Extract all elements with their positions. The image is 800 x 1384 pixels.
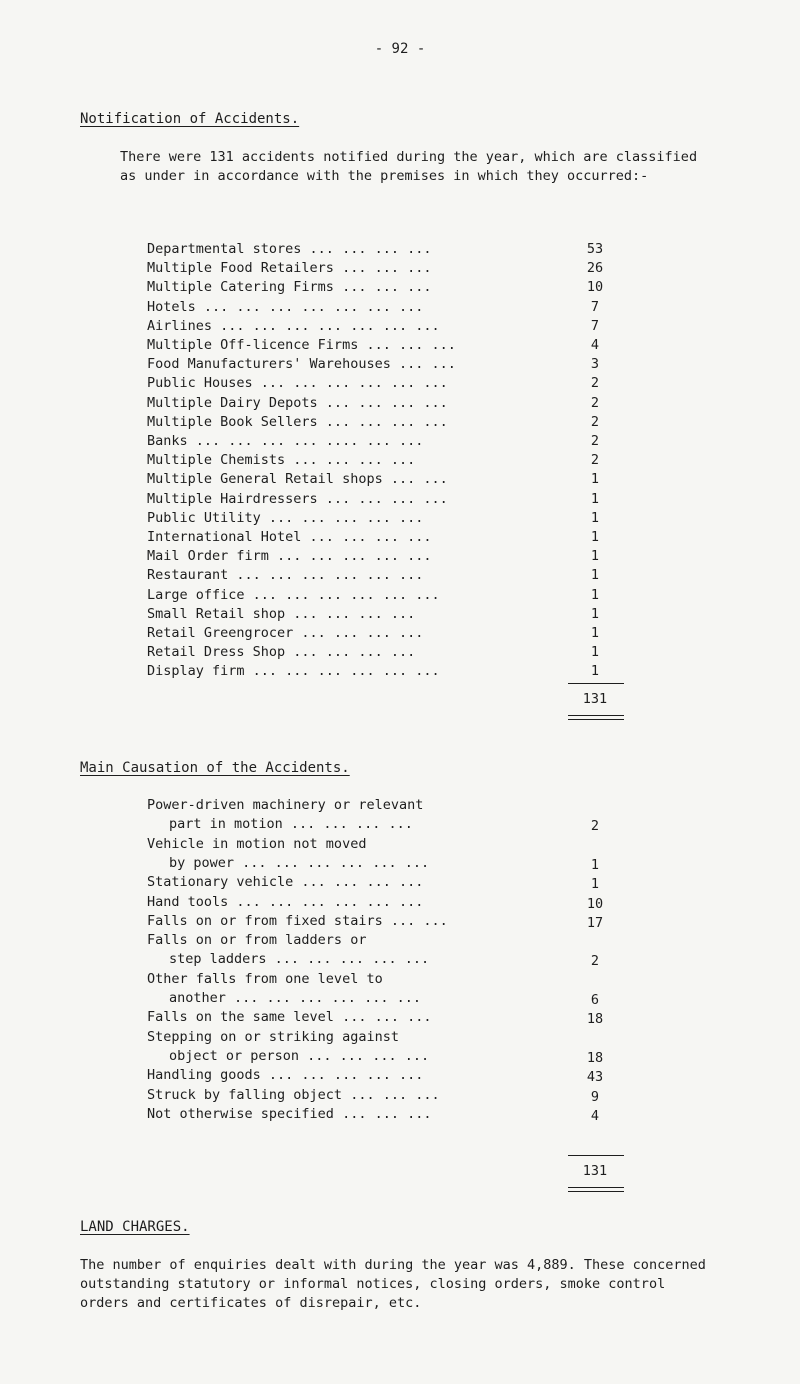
premises-row — [147, 240, 604, 259]
premises-row — [147, 605, 600, 624]
causation-count: 1 — [590, 876, 600, 893]
premises-label: Multiple Dairy Depots ... ... ... ... — [147, 394, 448, 411]
premises-count: 1 — [590, 567, 600, 584]
causation-label: Stationary vehicle ... ... ... ... — [147, 874, 424, 891]
premises-label: Banks ... ... ... ... .... ... ... — [147, 433, 424, 449]
premises-total: 131 — [582, 691, 608, 707]
causation-row — [147, 970, 600, 1009]
premises-label: Public Utility ... ... ... ... ... — [147, 509, 424, 526]
land-charges-text: The number of enquiries dealt with during the year was 4,889. These concerned outstanding statutory or informal notices, closing orders, smoke control orders and certificates of disrepair, etc. — [80, 1257, 706, 1311]
premises-count: 4 — [590, 337, 600, 353]
premises-count: 2 — [590, 413, 600, 430]
causation-count: 17 — [586, 914, 604, 931]
premises-label: Multiple Catering Firms ... ... ... — [147, 279, 432, 296]
premises-count: 2 — [590, 375, 600, 392]
causation-count: 9 — [590, 1088, 600, 1105]
premises-total-rule — [568, 683, 624, 684]
premises-row — [147, 432, 600, 451]
causation-label: Stepping on or striking against — [147, 1028, 399, 1045]
premises-label: Multiple Book Sellers ... ... ... ... — [147, 413, 448, 430]
causation-label: Struck by falling object ... ... ... — [147, 1086, 440, 1103]
premises-label: Airlines ... ... ... ... ... ... ... — [147, 317, 440, 334]
premises-label: Multiple Hairdressers ... ... ... ... — [147, 490, 448, 507]
premises-row — [147, 317, 600, 336]
causation-count: 10 — [586, 895, 604, 912]
causation-row — [147, 873, 600, 893]
causation-label: Handling goods ... ... ... ... ... — [147, 1067, 424, 1084]
causation-count: 18 — [586, 1049, 604, 1066]
causation-count: 43 — [586, 1069, 604, 1086]
premises-row — [147, 355, 600, 374]
premises-count: 2 — [590, 433, 600, 449]
premises-count: 1 — [590, 605, 600, 622]
premises-count: 1 — [590, 644, 600, 661]
causation-row — [147, 1105, 600, 1124]
premises-row — [147, 451, 600, 470]
causation-label: Falls on the same level ... ... ... — [147, 1009, 432, 1026]
premises-row — [147, 547, 600, 566]
causation-row — [147, 835, 600, 874]
causation-row — [147, 912, 604, 931]
premises-count: 2 — [590, 452, 600, 469]
causation-heading: Main Causation of the Accidents. — [80, 760, 350, 776]
premises-label: Retail Dress Shop ... ... ... ... — [147, 644, 416, 661]
notification-intro: There were 131 accidents notified during the year, which are classified as under in accordance with the premises in which they occurred:- — [120, 149, 698, 184]
causation-row — [147, 1008, 604, 1028]
causation-label-continued: object or person ... ... ... ... — [169, 1047, 430, 1064]
premises-row — [147, 490, 600, 509]
causation-row — [147, 1086, 600, 1105]
causation-row — [147, 893, 604, 912]
causation-total-double-rule — [568, 1187, 624, 1192]
premises-count: 26 — [586, 260, 604, 277]
page-number: - 92 - — [374, 41, 426, 57]
causation-label: Vehicle in motion not moved — [147, 835, 367, 852]
premises-count: 1 — [590, 625, 600, 641]
causation-label: Hand tools ... ... ... ... ... ... — [147, 893, 424, 910]
premises-label: Small Retail shop ... ... ... ... — [147, 605, 416, 622]
premises-row — [147, 374, 600, 393]
premises-label: Public Houses ... ... ... ... ... ... — [147, 375, 448, 392]
premises-count: 1 — [590, 663, 600, 680]
premises-row — [147, 509, 600, 528]
premises-row — [147, 470, 600, 489]
land-charges-heading: LAND CHARGES. — [80, 1219, 190, 1235]
causation-count: 6 — [590, 991, 600, 1008]
causation-row — [147, 1066, 604, 1086]
causation-total-rule — [568, 1155, 624, 1156]
causation-row — [147, 796, 600, 835]
premises-label: Food Manufacturers' Warehouses ... ... — [147, 356, 456, 373]
causation-label-continued: step ladders ... ... ... ... ... — [169, 951, 430, 968]
premises-row — [147, 394, 600, 413]
causation-label-continued: part in motion ... ... ... ... — [169, 816, 413, 832]
premises-label: Hotels ... ... ... ... ... ... ... — [147, 298, 424, 315]
premises-row — [147, 586, 600, 605]
causation-label: Not otherwise specified ... ... ... — [147, 1105, 432, 1122]
premises-total-double-rule — [568, 715, 624, 720]
premises-count: 7 — [590, 298, 600, 315]
premises-label: Retail Greengrocer ... ... ... ... — [147, 625, 424, 641]
premises-label: Departmental stores ... ... ... ... — [147, 241, 432, 257]
premises-row — [147, 643, 600, 662]
causation-row — [147, 931, 600, 970]
premises-label: Large office ... ... ... ... ... ... — [147, 586, 440, 603]
causation-count: 18 — [586, 1011, 604, 1028]
causation-label-continued: another ... ... ... ... ... ... — [169, 989, 421, 1006]
premises-row — [147, 336, 600, 355]
premises-row — [147, 662, 600, 681]
premises-label: Restaurant ... ... ... ... ... ... — [147, 567, 424, 584]
notification-heading: Notification of Accidents. — [80, 111, 300, 127]
premises-label: Multiple Food Retailers ... ... ... — [147, 260, 432, 277]
causation-label: Other falls from one level to — [147, 970, 383, 987]
premises-count: 3 — [590, 356, 600, 373]
premises-count: 1 — [590, 529, 600, 545]
premises-label: Display firm ... ... ... ... ... ... — [147, 663, 440, 680]
premises-count: 1 — [590, 586, 600, 603]
premises-row — [147, 528, 600, 547]
premises-count: 1 — [590, 490, 600, 507]
causation-label: Falls on or from fixed stairs ... ... — [147, 912, 448, 929]
premises-count: 1 — [590, 548, 600, 565]
premises-label: Multiple Off-licence Firms ... ... ... — [147, 337, 456, 353]
premises-count: 1 — [590, 471, 600, 488]
premises-label: International Hotel ... ... ... ... — [147, 529, 432, 545]
causation-row — [147, 1028, 604, 1067]
premises-row — [147, 566, 600, 585]
causation-count: 1 — [590, 856, 600, 873]
premises-row — [147, 259, 604, 278]
premises-label: Multiple General Retail shops ... ... — [147, 471, 448, 488]
premises-count: 2 — [590, 394, 600, 411]
premises-count: 53 — [586, 241, 604, 257]
causation-label-continued: by power ... ... ... ... ... ... — [169, 854, 430, 871]
causation-label: Falls on or from ladders or — [147, 932, 367, 949]
premises-row — [147, 298, 600, 317]
premises-row — [147, 624, 600, 643]
premises-label: Multiple Chemists ... ... ... ... — [147, 452, 416, 469]
premises-count: 1 — [590, 509, 600, 526]
causation-count: 2 — [590, 953, 600, 970]
premises-label: Mail Order firm ... ... ... ... ... — [147, 548, 432, 565]
causation-total: 131 — [582, 1163, 608, 1179]
premises-row — [147, 413, 600, 432]
causation-count: 4 — [590, 1107, 600, 1124]
causation-label: Power-driven machinery or relevant — [147, 797, 424, 813]
premises-count: 7 — [590, 317, 600, 334]
premises-row — [147, 278, 604, 297]
premises-count: 10 — [586, 279, 604, 296]
causation-count: 2 — [590, 818, 600, 835]
